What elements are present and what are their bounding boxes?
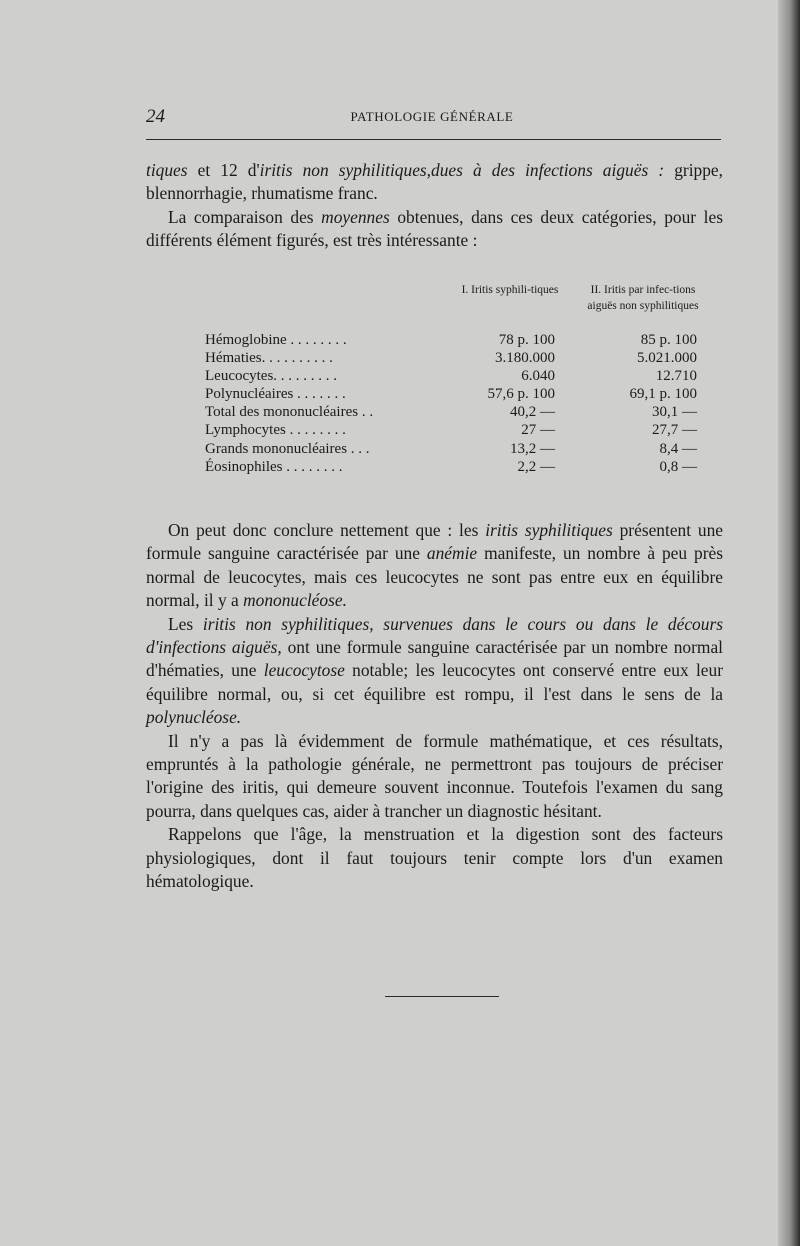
text-run: Les bbox=[168, 613, 203, 634]
column-header-syphilitic: I. Iritis syphili-tiques bbox=[461, 284, 559, 296]
table-row bbox=[205, 440, 705, 458]
value-syphilitic: 27 — bbox=[521, 422, 555, 439]
text-italic: iritis non syphilitiques, survenues dans le cours ou dans le décours d'infections aiguës, bbox=[146, 613, 723, 658]
table-row bbox=[205, 403, 705, 421]
page-edge-shadow bbox=[778, 0, 800, 1246]
paragraph-syphilitic bbox=[146, 519, 723, 613]
row-label: Grands mononucléaires . . . bbox=[205, 440, 370, 457]
table-row bbox=[205, 331, 705, 349]
value-syphilitic: 57,6 p. 100 bbox=[487, 386, 555, 403]
text-run: notable; les leucocytes ont conservé entre eux leur équilibre normal, ou, si cet équilibre est rompu, il l'est dans le sens de la bbox=[146, 660, 724, 704]
text-italic: tiques bbox=[146, 160, 188, 180]
paragraph-caveat: Il n'y a pas là évidemment de formule mathématique, et ces résultats, empruntés à la pathologie générale, ne permettront pas toujours de préciser l'origine des iritis, qui demeure souvent inconnue. Toutefois l'examen du sang pourra, dans quelques cas, aider à trancher un diagnostic hésitant. bbox=[146, 730, 723, 821]
running-title: PATHOLOGIE GÉNÉRALE bbox=[350, 109, 514, 124]
page-header bbox=[146, 106, 718, 126]
text-run: On peut donc conclure nettement que : les bbox=[168, 520, 486, 540]
row-label: Hématies. . . . . . . . . . bbox=[205, 350, 333, 367]
value-non-syphilitic: 8,4 — bbox=[659, 440, 697, 457]
text-run: grippe, blennorrhagie, rhumatisme franc. bbox=[146, 160, 723, 204]
value-non-syphilitic: 27,7 — bbox=[652, 422, 697, 439]
conclusion-text bbox=[146, 519, 723, 894]
row-label: Leucocytes. . . . . . . . . bbox=[205, 368, 338, 385]
row-label: Polynucléaires . . . . . . . bbox=[205, 386, 346, 403]
section-end-rule bbox=[385, 996, 499, 997]
paragraph-factors: Rappelons que l'âge, la menstruation et la digestion sont des facteurs physiologiques, dont il faut toujours tenir compte lors d'un examen hématologique. bbox=[146, 824, 723, 892]
value-non-syphilitic: 12.710 bbox=[655, 368, 697, 385]
row-label: Hémoglobine . . . . . . . . bbox=[205, 332, 347, 348]
text-italic: anémie bbox=[426, 543, 478, 564]
table-row bbox=[205, 385, 705, 403]
text-italic: polynucléose. bbox=[146, 707, 242, 728]
table-row bbox=[205, 458, 705, 476]
text-run: obtenues, dans ces deux catégories, pour les différents élément figurés, est très intéressante : bbox=[146, 206, 723, 251]
value-syphilitic: 40,2 — bbox=[510, 404, 555, 421]
text-italic: iritis syphilitiques bbox=[485, 520, 613, 540]
table-header bbox=[205, 283, 705, 331]
value-syphilitic: 3.180.000 bbox=[495, 350, 555, 367]
blood-count-table bbox=[205, 283, 705, 476]
value-non-syphilitic: 0,8 — bbox=[659, 458, 697, 475]
text-italic: moyennes bbox=[321, 206, 390, 227]
text-italic: mononucléose. bbox=[243, 590, 347, 611]
text-run: présentent une formule sanguine caractérisée par une bbox=[146, 520, 723, 564]
text-italic: leucocytose bbox=[263, 660, 345, 681]
table-row bbox=[205, 349, 705, 367]
text-run: et 12 d' bbox=[187, 160, 260, 180]
text-run: ont une formule sanguine caractérisée par un nombre normal d'hématies, une bbox=[146, 637, 723, 681]
value-non-syphilitic: 5.021.000 bbox=[637, 350, 697, 367]
value-syphilitic: 13,2 — bbox=[510, 440, 555, 457]
table-row bbox=[205, 367, 705, 385]
page-number: 24 bbox=[146, 106, 165, 127]
text-italic: iritis non syphilitiques,dues à des infections aiguës : bbox=[259, 160, 665, 180]
column-header-non-syphilitic: II. Iritis par infec-tions aiguës non syphilitiques bbox=[587, 284, 699, 312]
row-label: Total des mononucléaires . . bbox=[205, 404, 374, 421]
paragraph-continuation bbox=[146, 159, 723, 206]
value-syphilitic: 2,2 — bbox=[517, 458, 555, 475]
paragraph-comparison bbox=[146, 206, 723, 253]
row-label: Éosinophiles . . . . . . . . bbox=[205, 458, 343, 475]
header-rule bbox=[146, 139, 721, 140]
value-non-syphilitic: 30,1 — bbox=[652, 404, 697, 421]
intro-text bbox=[146, 159, 723, 253]
text-run: manifeste, un nombre à peu près normal de leucocytes, mais ces leucocytes ne sont pas entre eux en équilibre normal, il y a bbox=[146, 543, 724, 611]
table-row bbox=[205, 421, 705, 439]
value-non-syphilitic: 69,1 p. 100 bbox=[629, 386, 697, 403]
text-run: La comparaison des bbox=[168, 206, 322, 227]
paragraph-non-syphilitic bbox=[146, 613, 723, 730]
row-label: Lymphocytes . . . . . . . . bbox=[205, 422, 346, 439]
table-body bbox=[205, 331, 705, 476]
value-syphilitic: 6.040 bbox=[521, 368, 555, 385]
value-syphilitic: 78 p. 100 bbox=[498, 332, 555, 348]
value-non-syphilitic: 85 p. 100 bbox=[640, 332, 697, 348]
